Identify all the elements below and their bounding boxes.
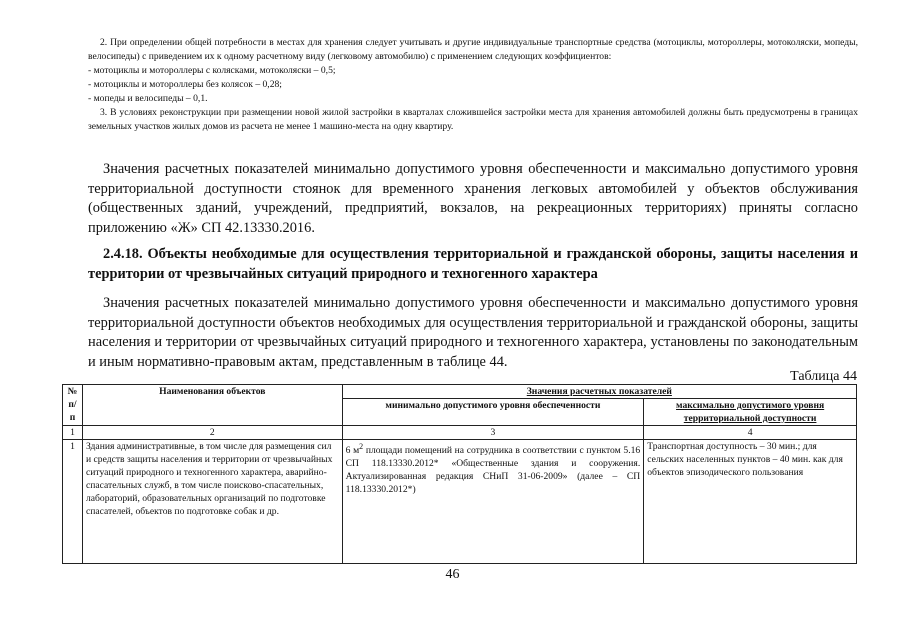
header-max-text: максимально допустимого уровня территориальной доступности [676, 400, 825, 424]
row-min-sup: 2 [359, 442, 364, 451]
section-heading: 2.4.18. Объекты необходимые для осуществления территориальной и гражданской обороны, защиты населения и территории от чрезвычайных ситуаций природного и техногенного характера [88, 246, 858, 282]
table-row [63, 440, 857, 564]
paragraph-civil-defense: Значения расчетных показателей минимально допустимого уровня обеспеченности и максимально допустимого уровня территориальной доступности объектов необходимых для осуществления территориальной и гражданской обороны, защиты населения и территории от чрезвычайных ситуаций природного и техногенного характера, установлены по законодательным и иным нормативно-правовым актам, представленным в таблице 44. [88, 295, 858, 370]
header-values: Значения расчетных показателей [342, 385, 856, 399]
coefficient-2: - мотоциклы и мотороллеры без колясок – 0,28; [88, 79, 282, 90]
row-max: Транспортная доступность – 30 мин.; для сельских населенных пунктов – 40 мин. как для объектов эпизодического пользования [644, 440, 857, 564]
row-min-prefix: 6 м [345, 445, 360, 457]
note-3: 3. В условиях реконструкции при размещении новой жилой застройки в кварталах сложившейся застройки места для хранения автомобилей должны быть предусмотрены в границах земельных участков жилых домов из расчета не менее 1 машино-места на одну квартиру. [88, 107, 858, 132]
coefficient-3: - мопеды и велосипеды – 0,1. [88, 93, 208, 104]
header-name: Наименования объектов [82, 385, 342, 426]
note-2: 2. При определении общей потребности в местах для хранения следует учитывать и другие индивидуальные транспортные средства (мотоциклы, мотороллеры, мотоколяски, мопеды, велосипеды) с приведением их к одному расчетному виду (легковому автомобилю) с применением следующих коэффициентов: [88, 37, 858, 62]
table-caption: Таблица 44 [790, 369, 857, 384]
table-44 [62, 384, 857, 564]
row-min-rest: площади помещений на сотрудника в соответствии с пунктом 5.16 СП 118.13330.2012* «Общественные здания и сооружения. Актуализированная редакция СНиП 31-06-2009» (далее – СП 118.13330.2012*) [345, 445, 641, 496]
notes-block [88, 36, 858, 134]
table-header-row-1 [63, 385, 857, 399]
header-max [644, 399, 857, 426]
row-num: 1 [63, 440, 83, 564]
column-number: 1 [63, 426, 83, 440]
row-name: Здания административные, в том числе для размещения сил и средств защиты населения и территории от чрезвычайных ситуаций природного и техногенного характера, аварийно-спасательных служб, в том числе поисково-спасательных, лабораторий, образовательных организаций по подготовке спасателей, объектов по подготовке собак и др. [82, 440, 342, 564]
column-number: 4 [644, 426, 857, 440]
column-number: 3 [342, 426, 644, 440]
column-number-row [63, 426, 857, 440]
page-number: 46 [445, 567, 460, 582]
header-num: № п/п [63, 385, 83, 426]
paragraph-parking: Значения расчетных показателей минимально допустимого уровня обеспеченности и максимально допустимого уровня территориальной доступности стоянок для временного хранения легковых автомобилей у объектов обслуживания (общественных зданий, учреждений, предприятий, вокзалов, на рекреационных территориях) приняты согласно приложению «Ж» СП 42.13330.2016. [88, 161, 858, 236]
column-number: 2 [82, 426, 342, 440]
coefficient-1: - мотоциклы и мотороллеры с колясками, мотоколяски – 0,5; [88, 65, 336, 76]
header-min: минимально допустимого уровня обеспеченности [342, 399, 644, 426]
row-min [342, 440, 644, 564]
